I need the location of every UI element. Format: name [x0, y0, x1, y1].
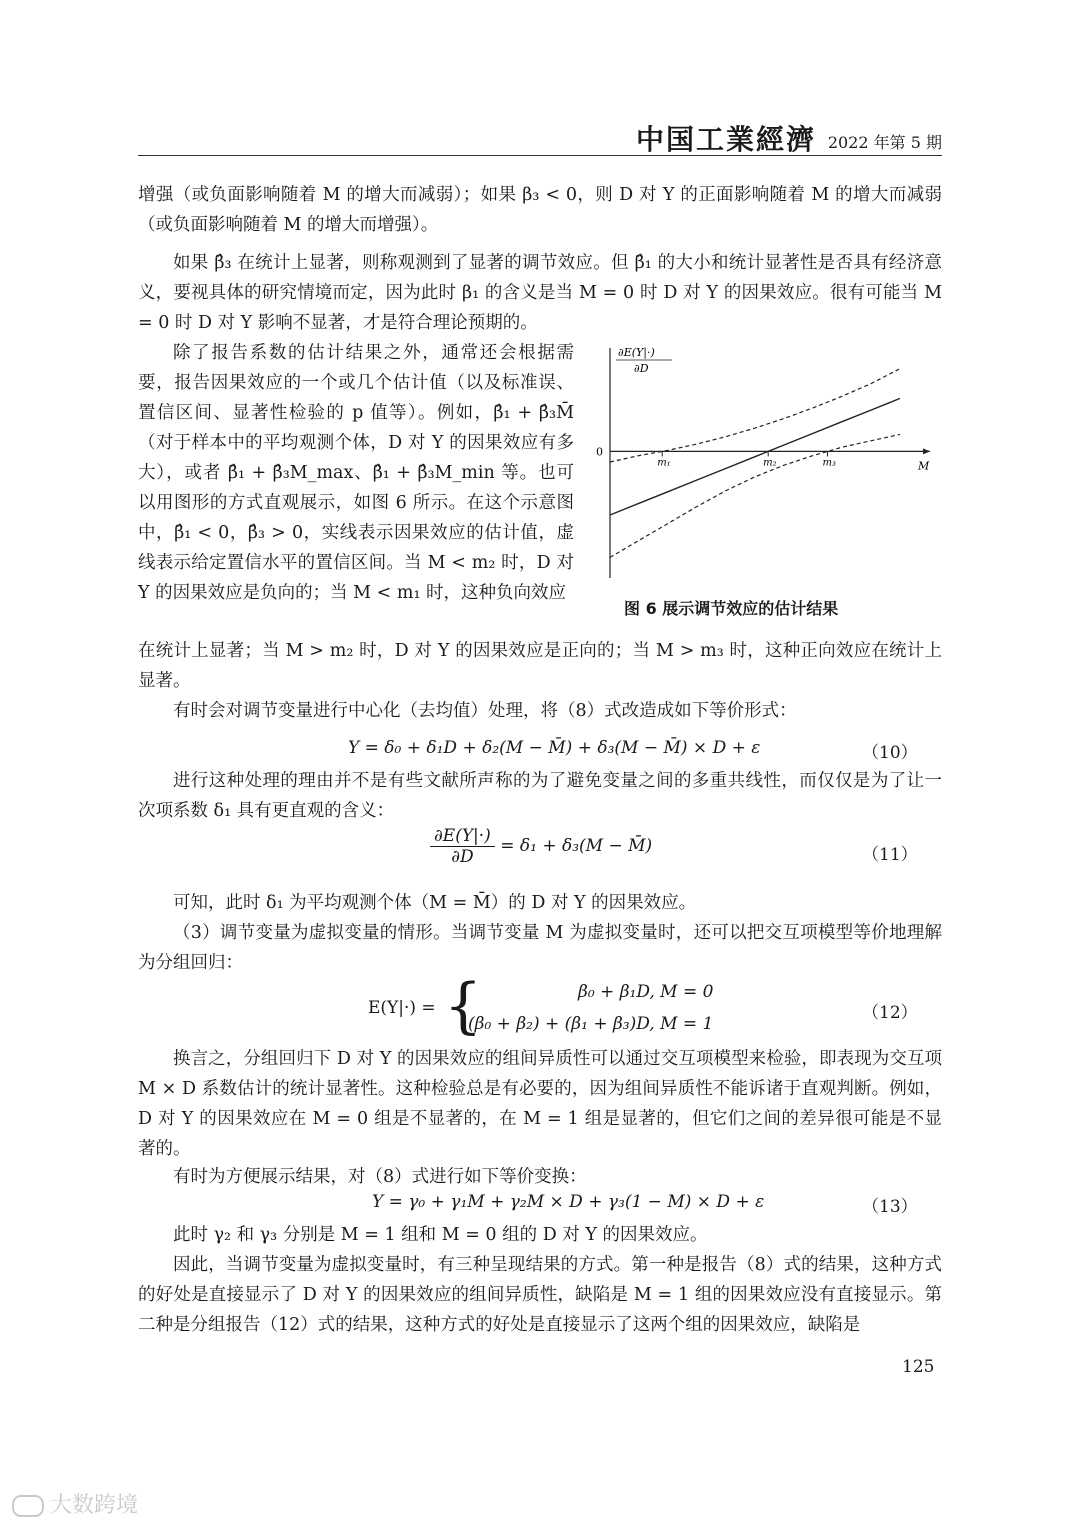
chart-svg [596, 336, 945, 596]
equation-10: Y = δ₀ + δ₁D + δ₂(M − M̄) + δ₃(M − M̄) × D + ε [348, 738, 761, 758]
paragraph-3: 除了报告系数的估计结果之外，通常还会根据需要，报告因果效应的一个或几个估计值（以及标准误、置信区间、显著性检验的 p 值等）。例如，β̂₁ + β̂₃M̄（对于样本中的平均观测个体，D 对 Y 的因果效应有多大），或者 β̂₁ + β̂₃M_max、β̂₁ + β̂₃M_min 等。也可以用图形的方式直观展示，如图 6 所示。在这个示意图中，β̂₁ < 0，β̂₃ > 0，实线表示因果效应的估计值，虚线表示给定置信水平的置信区间。当 M < m₂ 时，D 对 Y 的因果效应是负向的；当 M < m₁ 时，这种负向效应 [138, 343, 574, 603]
page-number: 125 [902, 1357, 935, 1377]
equation-12 [368, 971, 788, 1041]
equation-12-lhs: E(Y|·) = [368, 998, 436, 1018]
watermark-logo-icon [12, 1495, 44, 1517]
equation-11-denominator: ∂D [451, 847, 474, 867]
figure-caption: 图 6 展示调节效应的估计结果 [624, 599, 839, 618]
watermark [12, 1488, 138, 1519]
estimate-line [610, 398, 900, 515]
paragraph-5: 进行这种处理的理由并不是有些文献所声称的为了避免变量之间的多重共线性，而仅仅是为了让一次项系数 δ₁ 具有更直观的含义： [138, 771, 942, 821]
x-axis-label: M [918, 459, 930, 473]
paragraph-11: 因此，当调节变量为虚拟变量时，有三种呈现结果的方式。第一种是报告（8）式的结果，这种方式的好处是直接显示了 D 对 Y 的因果效应的组间异质性，缺陷是 M = 1 组的因果效应没有直接显示。第二种是分组报告（12）式的结果，这种方式的好处是直接显示了这两个组的因果效应，缺陷是 [138, 1255, 942, 1335]
paragraph-9: 有时为方便展示结果，对（8）式进行如下等价变换： [173, 1167, 587, 1187]
equation-10-number: （10） [862, 743, 918, 763]
paragraph-7: （3）调节变量为虚拟变量的情形。当调节变量 M 为虚拟变量时，还可以把交互项模型等价地理解为分组回归： [138, 923, 942, 973]
issue-label: 2022 年第 5 期 [827, 133, 942, 152]
tick-label-3: m₃ [822, 457, 836, 469]
journal-title: 中国工業經濟 [635, 123, 816, 156]
tick-label-1: m₁ [657, 457, 671, 469]
origin-label: 0 [596, 445, 603, 459]
equation-13-number: （13） [862, 1197, 918, 1217]
equation-11-rhs: = δ₁ + δ₃(M − M̄) [500, 836, 653, 856]
equation-11-number: （11） [862, 845, 918, 865]
paragraph-4: 有时会对调节变量进行中心化（去均值）处理，将（8）式改造成如下等价形式： [173, 701, 797, 721]
equation-12-number: （12） [862, 1003, 918, 1023]
journal-header [138, 118, 942, 154]
tick-label-2: m₂ [763, 457, 777, 469]
x-axis-arrow [923, 448, 930, 454]
paragraph-1: 增强（或负面影响随着 M 的增大而减弱）；如果 β₃ < 0，则 D 对 Y 的正面影响随着 M 的增大而减弱（或负面影响随着 M 的增大而增强）。 [138, 185, 942, 235]
equation-13: Y = γ₀ + γ₁M + γ₂M × D + γ₃(1 − M) × D + ε [372, 1192, 765, 1212]
paragraph-3b: 在统计上显著；当 M > m₂ 时，D 对 Y 的因果效应是正向的；当 M > m₃ 时，这种正向效应在统计上显著。 [138, 641, 942, 691]
equation-12-case-2: (β₀ + β₂) + (β₁ + β₃)D, M = 1 [468, 1014, 714, 1034]
equation-12-case-1: β₀ + β₁D, M = 0 [578, 982, 714, 1002]
equation-11 [430, 826, 652, 867]
paragraph-6: 可知，此时 δ₁ 为平均观测个体（M = M̄）的 D 对 Y 的因果效应。 [173, 893, 697, 913]
paragraph-10: 此时 γ₂ 和 γ₃ 分别是 M = 1 组和 M = 0 组的 D 对 Y 的因果效应。 [173, 1225, 708, 1245]
paragraph-2: 如果 β̂₃ 在统计上显著，则称观测到了显著的调节效应。但 β̂₁ 的大小和统计显著性是否具有经济意义，要视具体的研究情境而定，因为此时 β₁ 的含义是当 M = 0 时 D 对 Y 的因果效应。很有可能当 M = 0 时 D 对 Y 影响不显著，才是符合理论预期的。 [138, 253, 942, 333]
watermark-text: 大数跨境 [50, 1493, 139, 1518]
figure-6 [596, 336, 945, 596]
equation-12-brace: { [444, 971, 483, 1041]
y-axis-label-numerator: ∂E(Y|·) [618, 346, 655, 359]
equation-11-numerator: ∂E(Y|·) [430, 826, 495, 847]
header-rule [138, 155, 942, 156]
equation-11-fraction [430, 826, 495, 867]
paragraph-8: 换言之，分组回归下 D 对 Y 的因果效应的组间异质性可以通过交互项模型来检验，即表现为交互项 M × D 系数估计的统计显著性。这种检验总是有必要的，因为组间异质性不能诉诸于直观判断。例如，D 对 Y 的因果效应在 M = 0 组是不显著的，在 M = 1 组是显著的，但它们之间的差异很可能是不显著的。 [138, 1049, 942, 1159]
y-axis-label-denominator: ∂D [634, 362, 649, 375]
